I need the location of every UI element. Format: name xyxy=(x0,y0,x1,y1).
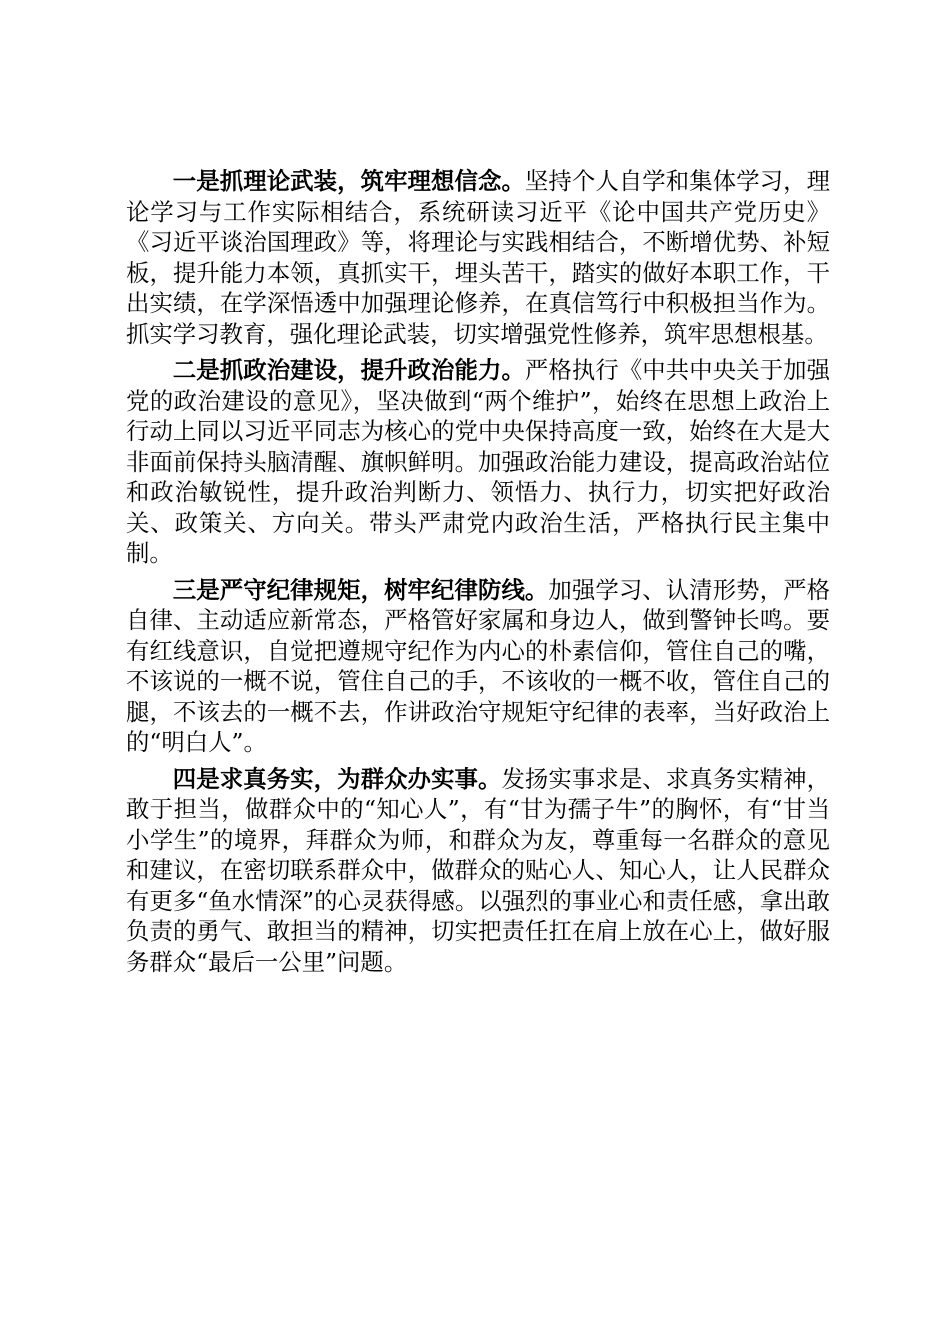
paragraph-body: 加强学习、认清形势，严格自律、主动适应新常态，严格管好家属和身边人，做到警钟长鸣。要有红线意识，自觉把遵规守纪作为内心的朴素信仰，管住自己的嘴，不该说的一概不说，管住自己的手，不该收的一概不收，管住自己的腿，不该去的一概不去，作讲政治守规矩守纪律的表率，当好政治上的“明白人”。 xyxy=(126,575,831,756)
paragraph-heading: 二是抓政治建设，提升政治能力。 xyxy=(172,356,525,384)
paragraph-heading: 一是抓理论武装，筑牢理想信念。 xyxy=(172,167,525,195)
paragraph-heading: 四是求真务实，为群众办实事。 xyxy=(172,764,502,793)
paragraph-body: 发扬实事求是、求真务实精神，敢于担当，做群众中的“知心人”，有“甘为孺子牛”的胸怀，有“甘当小学生”的境界，拜群众为师，和群众为友，尊重每一名群众的意见和建议，在密切联系群众中，做群众的贴心人、知心人，让人民群众有更多“鱼水情深”的心灵获得感。以强烈的事业心和责任感，拿出敢负责的勇气、敢担当的精神，切实把责任扛在肩上放在心上，做好服务群众“最后一公里”问题。 xyxy=(126,764,831,976)
paragraph-heading: 三是严守纪律规矩，树牢纪律防线。 xyxy=(172,575,549,604)
document-page xyxy=(126,166,830,983)
paragraph-discipline xyxy=(126,575,830,758)
paragraph-body: 坚持个人自学和集体学习，理论学习与工作实际相结合，系统研读习近平《论中国共产党历史》《习近平谈治国理政》等，将理论与实践相结合，不断增优势、补短板，提升能力本领，真抓实干，埋头苦干，踏实的做好本职工作，干出实绩，在学深悟透中加强理论修养，在真信笃行中积极担当作为。抓实学习教育，强化理论武装，切实增强党性修养，筑牢思想根基。 xyxy=(126,167,831,348)
paragraph-service xyxy=(126,764,830,978)
paragraph-body: 严格执行《中共中央关于加强党的政治建设的意见》，坚决做到“两个维护”，始终在思想上政治上行动上同以习近平同志为核心的党中央保持高度一致，始终在大是大非面前保持头脑清醒、旗帜鲜明。加强政治能力建设，提高政治站位和政治敏锐性，提升政治判断力、领悟力、执行力，切实把好政治关、政策关、方向关。带头严肃党内政治生活，严格执行民主集中制。 xyxy=(126,356,831,567)
paragraph-theory xyxy=(126,166,830,349)
paragraph-politics xyxy=(126,355,830,569)
